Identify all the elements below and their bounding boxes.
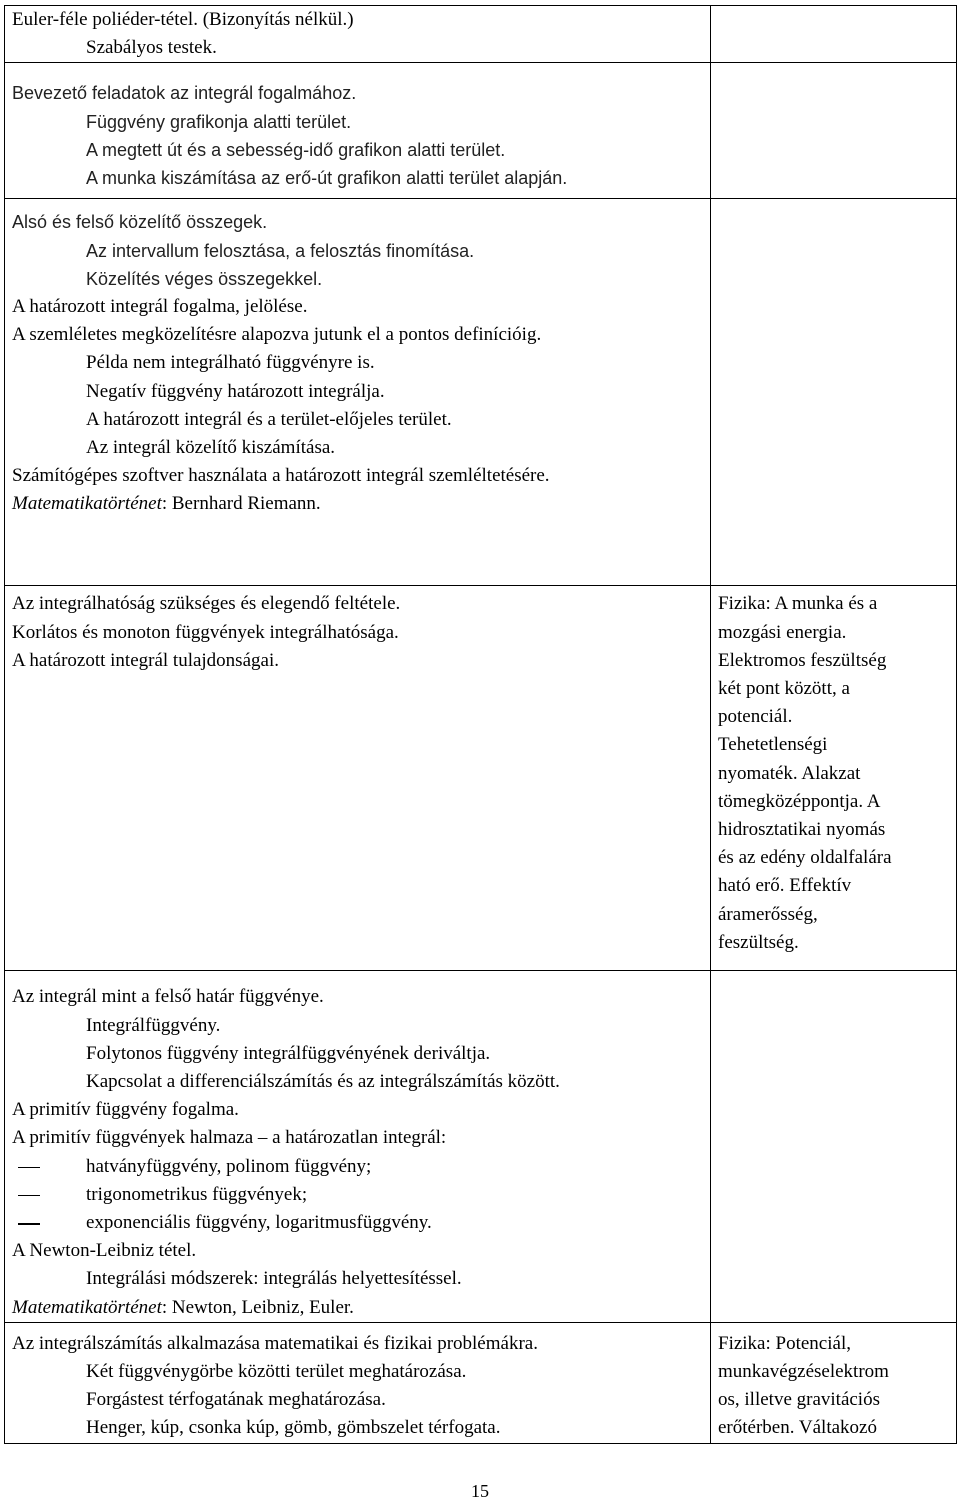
text-line: Folytonos függvény integrálfüggvényének deriváltja. bbox=[86, 1042, 491, 1064]
connection-cell bbox=[711, 1322, 957, 1443]
connection-line: tömegközéppontja. A bbox=[718, 790, 881, 812]
table-row bbox=[5, 199, 957, 586]
text-line: A határozott integrál fogalma, jelölése. bbox=[12, 296, 308, 318]
topic-cell bbox=[5, 971, 711, 1322]
text-line: Alsó és felső közelítő összegek. bbox=[12, 212, 268, 233]
connection-cell bbox=[711, 6, 957, 63]
connection-line: mozgási energia. bbox=[718, 621, 847, 643]
text-line: Integrálfüggvény. bbox=[86, 1014, 221, 1036]
text-line: Euler-féle poliéder-tétel. (Bizonyítás nélkül.) bbox=[12, 9, 354, 30]
table-row bbox=[5, 63, 957, 199]
topic-cell bbox=[5, 199, 711, 586]
history-label: Matematikatörténet bbox=[12, 1296, 162, 1318]
text-line: A Newton-Leibniz tétel. bbox=[12, 1240, 197, 1262]
table-row bbox=[5, 586, 957, 971]
connection-line: Elektromos feszültség bbox=[718, 649, 887, 671]
table-row bbox=[5, 6, 957, 63]
text-line: A szemléletes megközelítésre alapozva jutunk el a pontos definícióig. bbox=[12, 324, 542, 346]
text-line-rest: : Bernhard Riemann. bbox=[161, 493, 321, 515]
connection-line: és az edény oldalfalára bbox=[718, 847, 892, 869]
topic-cell bbox=[5, 586, 711, 971]
connection-line: potenciál. bbox=[718, 706, 793, 728]
text-line: Számítógépes szoftver használata a határozott integrál szemléltetésére. bbox=[12, 465, 550, 487]
text-line: Az integrálszámítás alkalmazása matematikai és fizikai problémákra. bbox=[12, 1332, 538, 1354]
text-line: Integrálási módszerek: integrálás helyettesítéssel. bbox=[86, 1268, 462, 1290]
connection-line: áramerősség, bbox=[718, 903, 818, 925]
connection-line: Tehetetlenségi bbox=[718, 734, 828, 756]
table-row bbox=[5, 1322, 957, 1443]
connection-line: munkavégzéselektrom bbox=[718, 1361, 889, 1383]
text-line bbox=[5, 1294, 710, 1322]
text-line: Forgástest térfogatának meghatározása. bbox=[86, 1389, 386, 1411]
text-line: A határozott integrál tulajdonságai. bbox=[12, 649, 279, 671]
text-line: Korlátos és monoton függvények integrálhatósága. bbox=[12, 621, 399, 643]
page-number: 15 bbox=[471, 1481, 489, 1501]
connection-line: ható erő. Effektív bbox=[718, 875, 852, 897]
history-label: Matematikatörténet bbox=[12, 493, 162, 515]
connection-line: két pont között, a bbox=[718, 678, 850, 700]
curriculum-table bbox=[4, 5, 957, 1444]
text-line: Két függvénygörbe közötti terület meghatározása. bbox=[86, 1361, 467, 1383]
connection-line: nyomaték. Alakzat bbox=[718, 762, 861, 784]
text-line bbox=[5, 490, 710, 518]
bullet-item: trigonometrikus függvények; bbox=[5, 1181, 710, 1209]
text-line: A primitív függvények halmaza – a határozatlan integrál: bbox=[12, 1127, 447, 1149]
text-line: A megtett út és a sebesség-idő grafikon alatti terület. bbox=[86, 139, 506, 160]
text-line: Az intervallum felosztása, a felosztás finomítása. bbox=[86, 240, 475, 261]
text-line: Negatív függvény határozott integrálja. bbox=[86, 380, 385, 402]
text-line: Henger, kúp, csonka kúp, gömb, gömbszelet térfogata. bbox=[86, 1417, 501, 1439]
connection-line: erőtérben. Váltakozó bbox=[718, 1417, 877, 1439]
table-row bbox=[5, 971, 957, 1322]
bullet-item: hatványfüggvény, polinom függvény; bbox=[5, 1153, 710, 1181]
text-line: A határozott integrál és a terület-előjeles terület. bbox=[86, 408, 452, 430]
text-line: Példa nem integrálható függvényre is. bbox=[86, 352, 375, 374]
connection-cell bbox=[711, 971, 957, 1322]
text-line: Függvény grafikonja alatti terület. bbox=[86, 111, 352, 132]
text-line: Kapcsolat a differenciálszámítás és az integrálszámítás között. bbox=[86, 1071, 560, 1093]
text-line: Bevezető feladatok az integrál fogalmához. bbox=[12, 83, 357, 104]
connection-line: Fizika: Potenciál, bbox=[718, 1332, 851, 1354]
text-line: Szabályos testek. bbox=[86, 37, 217, 59]
connection-cell bbox=[711, 63, 957, 199]
text-line-rest: : Newton, Leibniz, Euler. bbox=[161, 1296, 354, 1318]
connection-line: os, illetve gravitációs bbox=[718, 1389, 880, 1411]
text-line: Az integrálhatóság szükséges és elegendő feltétele. bbox=[12, 593, 401, 615]
connection-cell bbox=[711, 586, 957, 971]
bullet-item: exponenciális függvény, logaritmusfüggvény. bbox=[5, 1209, 710, 1237]
text-line: Közelítés véges összegekkel. bbox=[86, 268, 323, 289]
topic-cell bbox=[5, 1322, 711, 1443]
connection-cell bbox=[711, 199, 957, 586]
text-line: A primitív függvény fogalma. bbox=[12, 1099, 239, 1121]
topic-cell bbox=[5, 63, 711, 199]
connection-line: Fizika: A munka és a bbox=[718, 593, 878, 615]
connection-line: feszültség. bbox=[718, 931, 799, 953]
connection-line: hidrosztatikai nyomás bbox=[718, 819, 886, 841]
text-line: Az integrál közelítő kiszámítása. bbox=[86, 437, 336, 459]
text-line: Az integrál mint a felső határ függvénye. bbox=[12, 986, 324, 1008]
text-line: A munka kiszámítása az erő-út grafikon alatti terület alapján. bbox=[86, 168, 568, 189]
topic-cell bbox=[5, 6, 711, 63]
